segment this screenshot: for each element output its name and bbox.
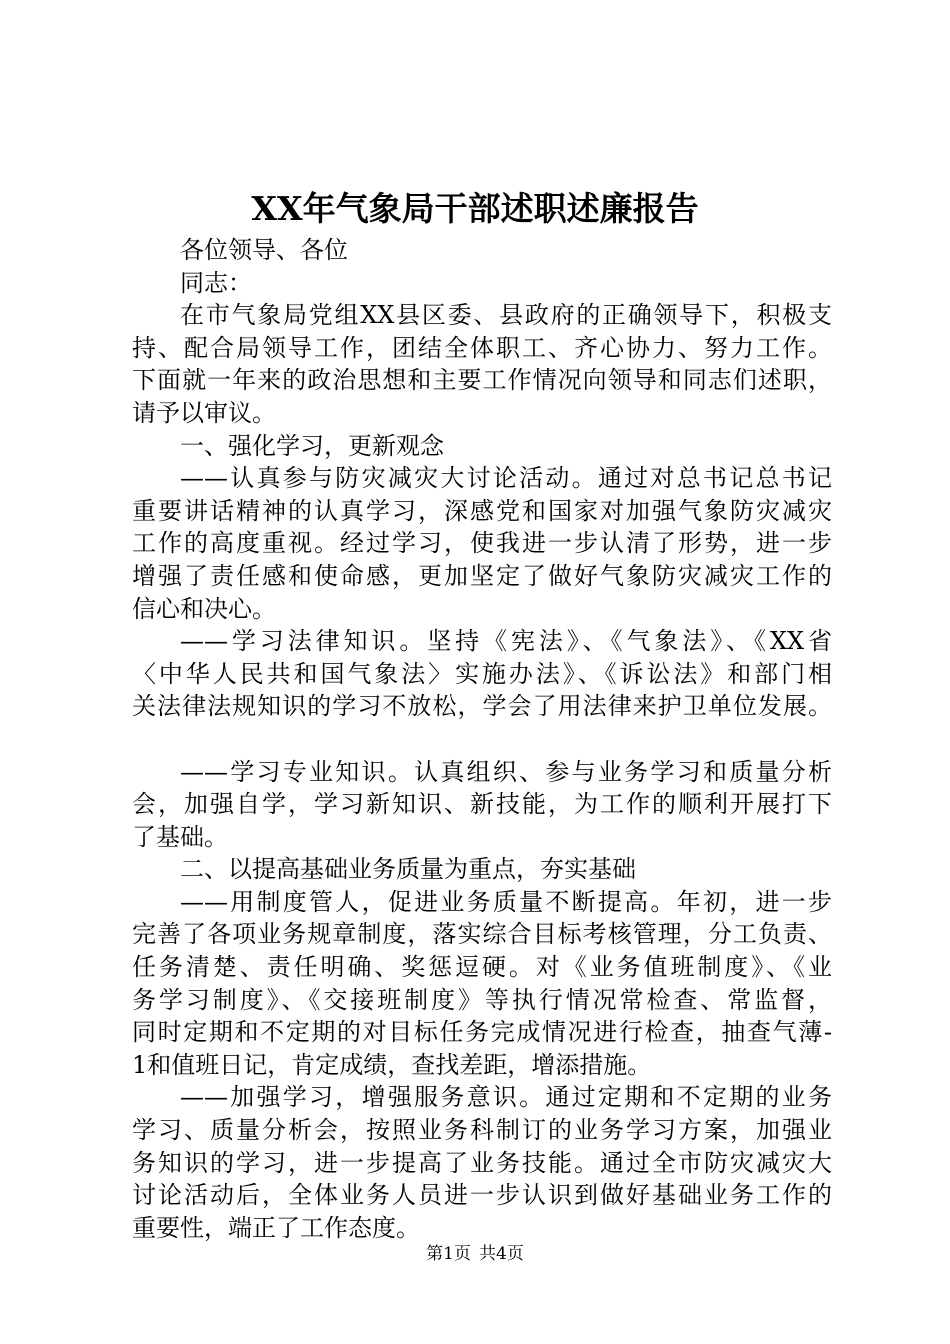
page-number: 第1页 xyxy=(426,1244,471,1264)
text-line: 任务清楚、责任明确、奖惩逗硬。对《业务值班制度》、《业 xyxy=(132,953,832,982)
page-total: 共4页 xyxy=(479,1244,524,1264)
text-line: ——加强学习，增强服务意识。通过定期和不定期的业务 xyxy=(180,1083,832,1112)
text-line: 会，加强自学，学习新知识、新技能，为工作的顺利开展打下 xyxy=(132,790,832,819)
text-line: ——学习专业知识。认真组织、参与业务学习和质量分析 xyxy=(180,757,832,786)
text-line: ——用制度管人，促进业务质量不断提高。年初，进一步 xyxy=(180,887,832,916)
text-line: 讨论活动后，全体业务人员进一步认识到做好基础业务工作的 xyxy=(132,1181,832,1210)
text-line: ——学习法律知识。坚持《宪法》、《气象法》、《XX省 xyxy=(180,627,832,656)
text-line: 务学习制度》、《交接班制度》等执行情况常检查、常监督， xyxy=(132,985,832,1014)
text-line: 工作的高度重视。经过学习，使我进一步认清了形势，进一步 xyxy=(132,529,832,558)
text-line: 完善了各项业务规章制度，落实综合目标考核管理，分工负责、 xyxy=(132,920,832,949)
blank-line xyxy=(132,723,832,756)
text-line: 在市气象局党组XX县区委、县政府的正确领导下，积极支 xyxy=(180,301,832,330)
text-line: 1和值班日记，肯定成绩，查找差距，增添措施。 xyxy=(132,1050,652,1079)
text-line: 务知识的学习，进一步提高了业务技能。通过全市防灾减灾大 xyxy=(132,1148,832,1177)
text-line: 了基础。 xyxy=(132,822,228,851)
section-heading: 二、以提高基础业务质量为重点，夯实基础 xyxy=(180,855,636,884)
text-line: 重要性，端正了工作态度。 xyxy=(132,1213,420,1242)
section-heading: 一、强化学习，更新观念 xyxy=(180,431,444,460)
text-line: 增强了责任感和使命感，更加坚定了做好气象防灾减灾工作的 xyxy=(132,561,832,590)
document-title: XX年气象局干部述职述廉报告 xyxy=(251,189,699,228)
text-line: 学习、质量分析会，按照业务科制订的业务学习方案，加强业 xyxy=(132,1116,832,1145)
text-line: 〈中华人民共和国气象法〉实施办法》、《诉讼法》和部门相 xyxy=(132,659,832,688)
text-line: 关法律法规知识的学习不放松，学会了用法律来护卫单位发展。 xyxy=(132,692,832,721)
text-line: 同时定期和不定期的对目标任务完成情况进行检查，抽查气薄- xyxy=(132,1018,832,1047)
document-body xyxy=(132,234,832,1244)
text-line: 信心和决心。 xyxy=(132,594,276,623)
text-line: 各位领导、各位 xyxy=(180,236,348,264)
text-line: 请予以审议。 xyxy=(132,398,276,427)
text-line: 持、配合局领导工作，团结全体职工、齐心协力、努力工作。 xyxy=(132,333,832,362)
text-line: ——认真参与防灾减灾大讨论活动。通过对总书记总书记 xyxy=(180,464,832,493)
page-footer xyxy=(0,1242,950,1266)
text-line: 同志： xyxy=(180,268,252,297)
text-line: 重要讲话精神的认真学习，深感党和国家对加强气象防灾减灾 xyxy=(132,496,832,525)
text-line: 下面就一年来的政治思想和主要工作情况向领导和同志们述职， xyxy=(132,366,832,395)
